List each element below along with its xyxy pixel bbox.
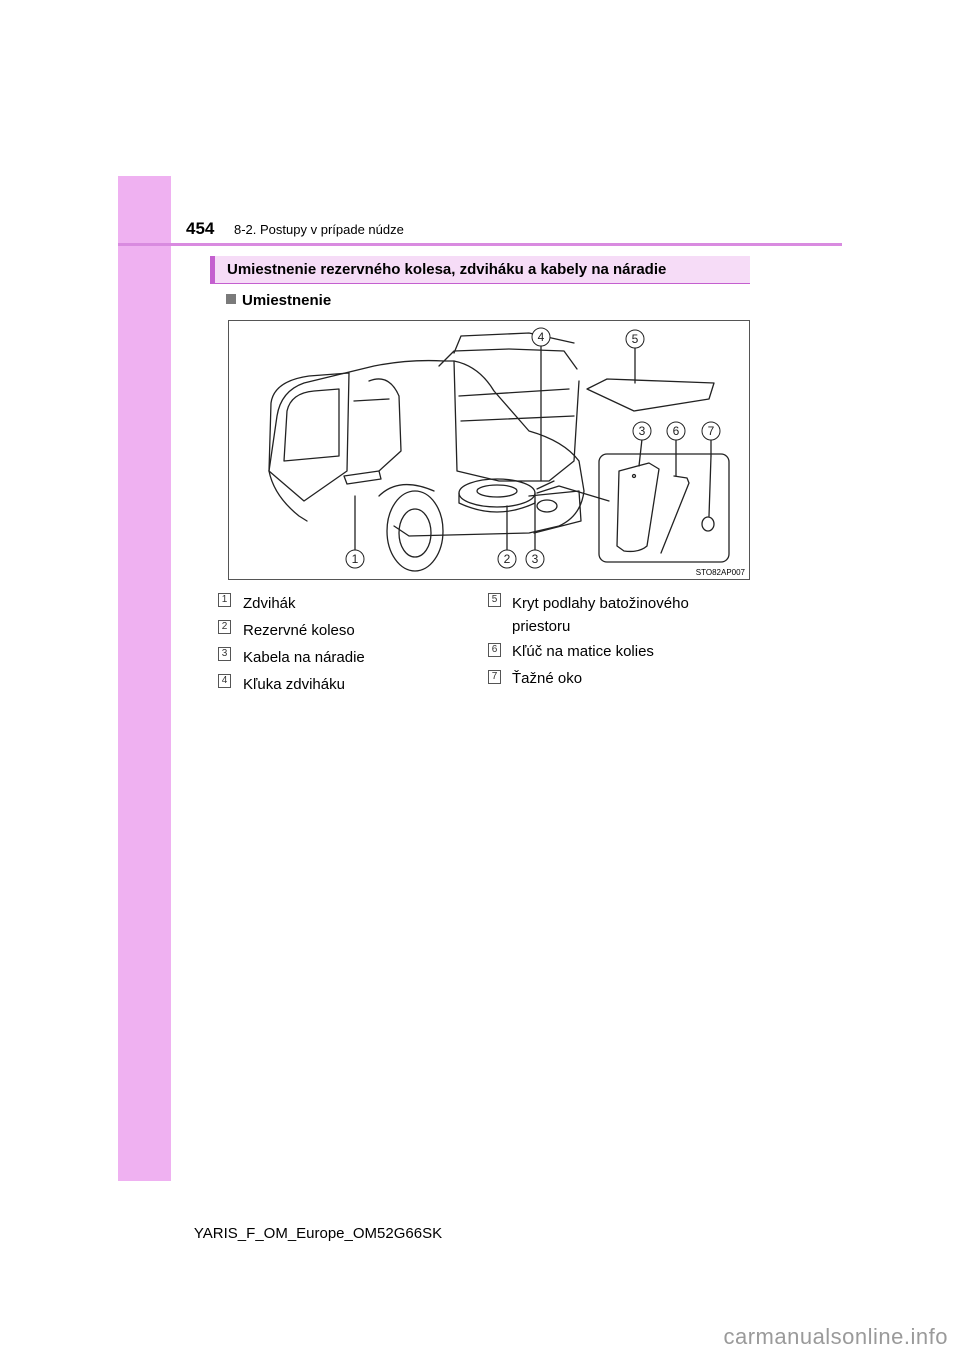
callout-3-inset: [633, 422, 651, 440]
legend-item-luggage-floor-cover-cont: priestoru: [512, 618, 571, 635]
svg-text:1: 1: [351, 552, 359, 566]
svg-text:7: 7: [707, 424, 715, 438]
legend-number-2: 2: [218, 620, 231, 634]
subsection-heading: [226, 292, 331, 309]
chapter-title: 8-2. Postupy v prípade núdze: [234, 222, 404, 237]
site-watermark: carmanualsonline.info: [723, 1324, 948, 1349]
svg-text:4: 4: [537, 330, 545, 344]
legend-number-4: 4: [218, 674, 231, 688]
callout-4: [532, 328, 550, 346]
figure-code: STO82AP007: [695, 568, 745, 577]
car-trunk-illustration: [229, 321, 749, 579]
legend-number-3: 3: [218, 647, 231, 661]
document-footer: YARIS_F_OM_Europe_OM52G66SK: [193, 1225, 443, 1242]
section-heading-bar: [210, 256, 750, 284]
legend-item-towing-eyelet: Ťažné oko: [512, 670, 583, 687]
legend-item-spare-tire: Rezervné koleso: [243, 622, 355, 639]
callout-2: [498, 550, 516, 568]
callout-3: [526, 550, 544, 568]
legend-number-7: 7: [488, 670, 501, 684]
svg-text:2: 2: [503, 552, 511, 566]
figure-illustration: [228, 320, 750, 580]
section-title: Umiestnenie rezervného kolesa, zdviháku a kabely na náradie: [227, 261, 667, 278]
chapter-side-band: [118, 176, 171, 1181]
svg-text:5: 5: [631, 332, 639, 346]
square-bullet-icon: [226, 294, 236, 304]
legend-number-1: 1: [218, 593, 231, 607]
header-divider: [118, 243, 842, 246]
callout-7: [702, 422, 720, 440]
svg-text:3: 3: [638, 424, 646, 438]
legend-item-jack: Zdvihák: [243, 595, 296, 612]
svg-text:3: 3: [531, 552, 539, 566]
callout-1: [346, 550, 364, 568]
legend-item-wheel-nut-wrench: Kľúč na matice kolies: [512, 643, 654, 660]
callout-5: [626, 330, 644, 348]
subsection-title: Umiestnenie: [242, 292, 332, 309]
legend-number-5: 5: [488, 593, 501, 607]
legend-item-jack-handle: Kľuka zdviháku: [243, 676, 345, 693]
legend-item-luggage-floor-cover: Kryt podlahy batožinového: [512, 595, 689, 612]
page-number: 454: [186, 219, 215, 238]
callout-6: [667, 422, 685, 440]
legend-item-tool-bag: Kabela na náradie: [243, 649, 365, 666]
legend-number-6: 6: [488, 643, 501, 657]
svg-text:6: 6: [672, 424, 680, 438]
